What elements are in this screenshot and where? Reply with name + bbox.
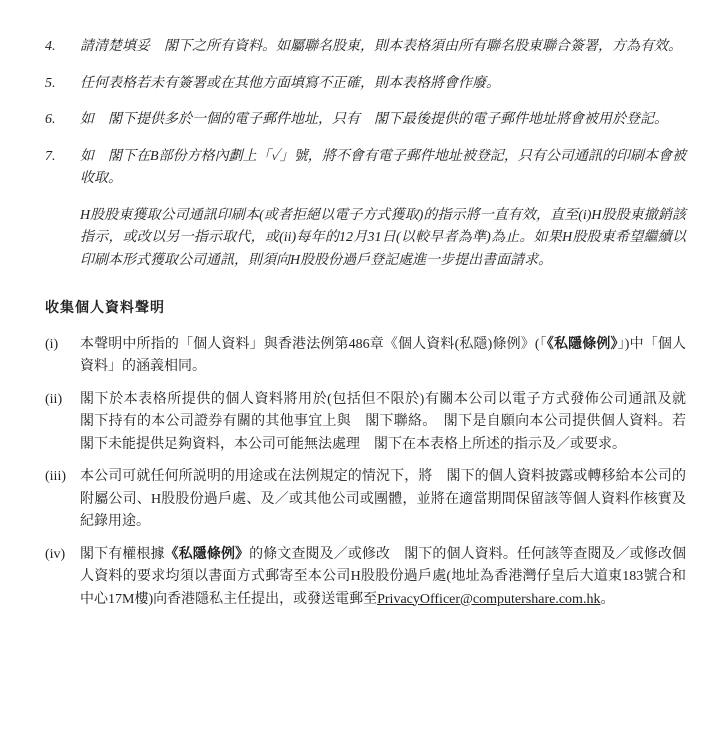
instruction-item-4 <box>45 36 686 59</box>
item-number: (iv) <box>45 546 66 562</box>
item-text: 本公司可就任何所説明的用途或在法例規定的情況下，將 閣下的個人資料披露或轉移給本公司的附屬公司、H股股份過戶處、及／或其他公司或團體，並將在適當期間保留該等個人資料作核實及紀錄用途。 <box>80 469 686 529</box>
text-segment: 本聲明中所指的「個人資料」與香港法例第486章《個人資料(私隱)條例》(「 <box>80 336 547 352</box>
pics-heading: 收集個人資料聲明 <box>45 301 165 316</box>
item-number: 6. <box>45 112 56 127</box>
text-segment: 閣下有權根據 <box>80 546 165 562</box>
instruction-item-7 <box>45 146 686 191</box>
item-number: (i) <box>45 336 59 352</box>
pics-item-i <box>45 334 686 379</box>
instruction-item-5 <box>45 73 686 96</box>
instructions-list <box>45 36 686 272</box>
h-share-holder-note: H股股東獲取公司通訊印刷本(或者拒絕以電子方式獲取)的指示將一直有效，直至(i)H股股東撤銷該指示，或改以另一指示取代，或(ii)每年的12月31日(以較早者為準)為止。如果H股股東希望繼續以印刷本形式獲取公司通訊，則須向H股股份過戶登記處進一步提出書面請求。 <box>80 207 686 268</box>
pics-item-iv <box>45 544 686 612</box>
item-text: 請清楚填妥 閣下之所有資料。如屬聯名股東，則本表格須由所有聯名股東聯合簽署，方為有效。 <box>80 39 682 54</box>
item-text: 閣下於本表格所提供的個人資料將用於(包括但不限於)有關本公司以電子方式發佈公司通訊及就 閣下持有的本公司證券有關的其他事宜上與 閣下聯絡。 閣下是自願向本公司提供個人資料。若 閣下未能提供足夠資料，本公司可能無法處理 閣下在本表格上所述的指示及／或要求。 <box>80 391 700 452</box>
item-text: 如 閣下提供多於一個的電子郵件地址，只有 閣下最後提供的電子郵件地址將會被用於登記。 <box>80 112 668 127</box>
item-text <box>80 334 686 379</box>
item-text: 任何表格若未有簽署或在其他方面填寫不正確，則本表格將會作廢。 <box>80 75 500 91</box>
text-segment: 」)中「個人資料」的涵義相同。 <box>80 336 686 374</box>
privacy-ordinance-term: 《私隱條例》 <box>164 546 250 562</box>
instruction-item-6 <box>45 109 686 132</box>
text-segment: 。 <box>600 591 615 607</box>
item-number: (ii) <box>45 391 63 407</box>
item-number: 5. <box>45 75 56 91</box>
privacy-ordinance-term: 《私隱條例》 <box>546 336 618 352</box>
personal-data-statement-list <box>45 334 700 612</box>
pics-item-iii <box>45 466 686 534</box>
pics-item-ii <box>45 389 700 457</box>
text-segment: 的條文查閱及／或修改 閣下的個人資料。任何該等查閱及／或修改個人資料的要求均須以書面方式郵寄至本公司H股股份過戶處(地址為香港灣仔皇后大道東183號合和中心17M樓)向香港隱私主任提出，或發送電郵至 <box>80 546 687 607</box>
item-number: (iii) <box>45 469 66 484</box>
item-text <box>80 544 686 612</box>
item-number: 4. <box>45 39 56 54</box>
item-number: 7. <box>45 148 56 164</box>
privacy-officer-email-link[interactable]: PrivacyOfficer@computershare.com.hk <box>377 591 601 607</box>
item-text: 如 閣下在B部份方格內劃上「✓」號，將不會有電子郵件地址被登記，只有公司通訊的印刷本會被收取。 <box>80 148 686 186</box>
